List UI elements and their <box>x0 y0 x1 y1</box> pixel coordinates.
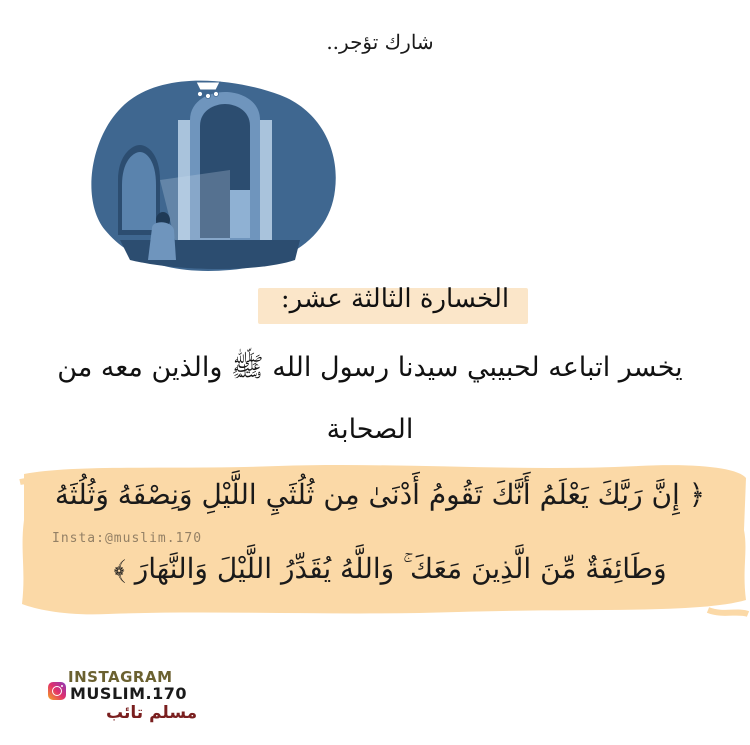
floor <box>120 240 300 269</box>
heading: الخسارة الثالثة عشر: <box>280 284 510 314</box>
chandelier <box>196 82 220 90</box>
brand-handle: MUSLIM.170 <box>70 684 187 703</box>
praying-person-body <box>148 222 176 260</box>
top-caption: شارك تؤجر.. <box>326 30 434 54</box>
minbar <box>230 190 250 238</box>
mihrab-pillar <box>260 120 272 245</box>
instagram-icon <box>48 682 66 700</box>
chandelier-light <box>198 92 203 97</box>
verse-watermark: Insta:@muslim.170 <box>52 531 203 546</box>
body-line: الصحابة <box>326 414 414 445</box>
mosque-prayer-illustration-icon <box>60 60 380 280</box>
chandelier-light <box>206 94 211 99</box>
brand-arabic-name: مسلم تائب <box>106 703 198 723</box>
chandelier-light <box>214 92 219 97</box>
body-line: يخسر اتباعه لحبيبي سيدنا رسول الله ﷺ والذين معه من <box>57 352 683 383</box>
brand-instagram-label: INSTAGRAM <box>68 668 173 686</box>
arch-window-light <box>122 152 156 230</box>
verse-line: ﴿ إِنَّ رَبَّكَ يَعْلَمُ أَنَّكَ تَقُومُ أَدْنَىٰ مِن ثُلُثَيِ اللَّيْلِ وَنِصْفَهُ وَثُلُثَهُ <box>54 478 706 511</box>
verse-line: وَطَائِفَةٌ مِّنَ الَّذِينَ مَعَكَ ۚ وَاللَّهُ يُقَدِّرُ اللَّيْلَ وَالنَّهَارَ ﴾ <box>113 552 667 585</box>
